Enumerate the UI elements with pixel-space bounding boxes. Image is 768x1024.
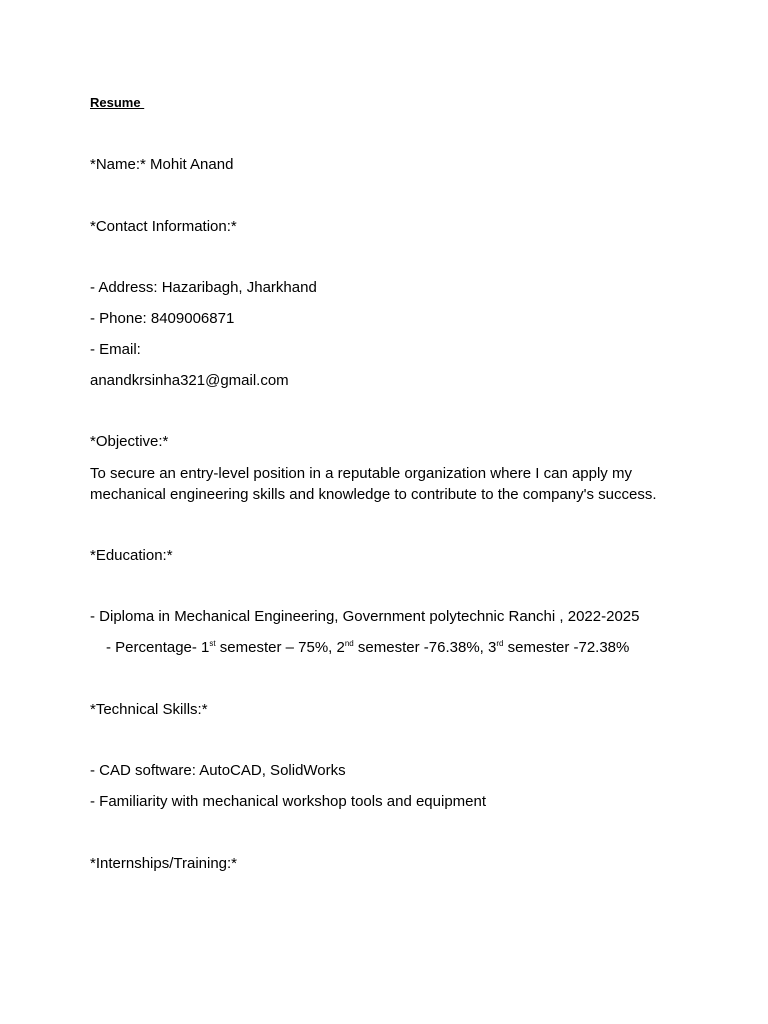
percentage-text-3: semester -76.38%, 3	[353, 639, 497, 656]
internships-heading: *Internships/Training:*	[90, 855, 238, 872]
address-line: - Address: Hazaribagh, Jharkhand	[90, 279, 317, 296]
name-line: *Name:* Mohit Anand	[90, 156, 234, 173]
objective-heading: *Objective:*	[90, 433, 169, 450]
percentage-text-4: semester -72.38%	[503, 639, 630, 656]
objective-text: To secure an entry-level position in a reputable organization where I can apply my mechanical engineering skills and knowledge to contribute to the company's success.	[90, 465, 657, 503]
ordinal-suffix-rd: rd	[496, 639, 504, 648]
percentage-text-1: - Percentage- 1	[106, 639, 210, 656]
email-label: - Email:	[90, 341, 141, 358]
education-heading: *Education:*	[90, 547, 173, 564]
education-item: - Diploma in Mechanical Engineering, Government polytechnic Ranchi , 2022-2025	[90, 608, 640, 625]
skill-item: - CAD software: AutoCAD, SolidWorks	[90, 762, 346, 779]
email-value: anandkrsinha321@gmail.com	[90, 372, 289, 389]
ordinal-suffix-st: st	[209, 639, 216, 648]
phone-line: - Phone: 8409006871	[90, 310, 235, 327]
skills-heading: *Technical Skills:*	[90, 701, 208, 718]
percentage-line	[106, 638, 629, 658]
ordinal-suffix-nd: nd	[344, 639, 354, 648]
skill-item: - Familiarity with mechanical workshop tools and equipment	[90, 793, 487, 810]
percentage-text-2: semester – 75%, 2	[215, 639, 345, 656]
document-title: Resume	[90, 95, 145, 110]
contact-heading: *Contact Information:*	[90, 218, 237, 235]
